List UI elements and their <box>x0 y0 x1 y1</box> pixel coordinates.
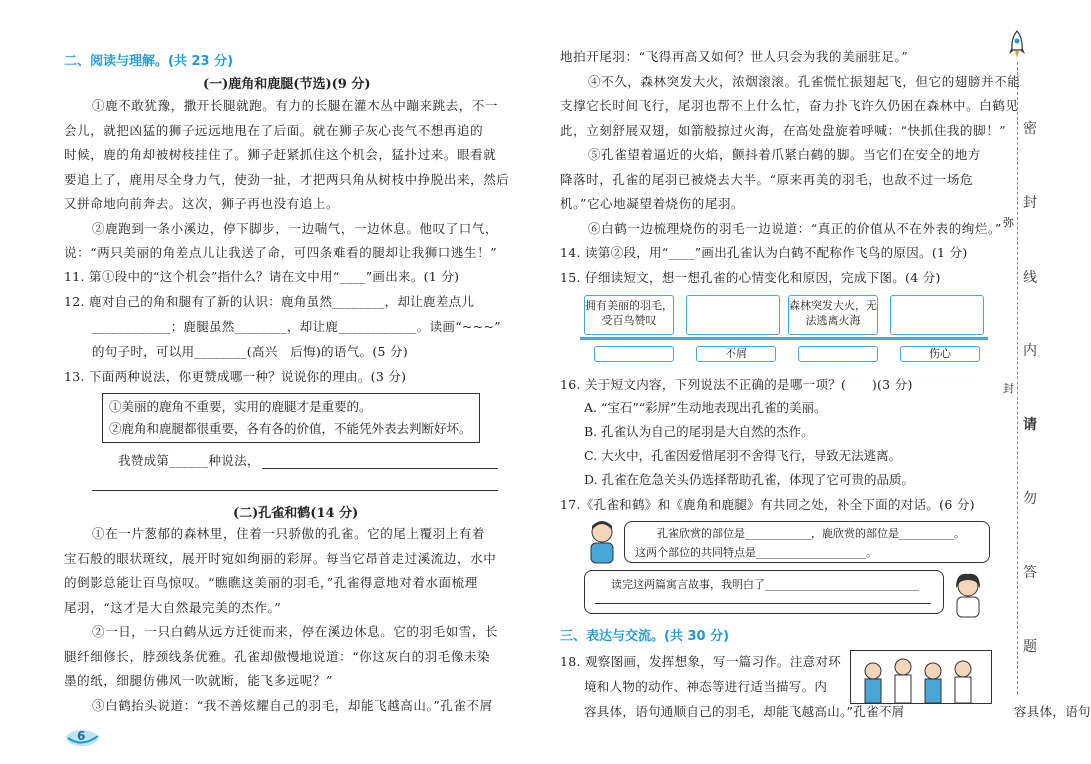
story1-line: ②鹿跑到一条小溪边，停下脚步，一边喘气，一边休息。他叹了口气， <box>92 220 499 236</box>
story2-text-right <box>560 45 1021 241</box>
story2-line: 支撑它长时间飞行，尾羽也帮不上什么忙，奋力扑飞许久仍困在森林中。白鹤见 <box>560 98 1019 113</box>
story2-title: (二)孔雀和鹤(14 分) <box>233 506 359 521</box>
story2-line: ③白鹤抬头说道：“我不善炫耀自己的羽毛，却能飞越高山。”孔雀不屑 <box>92 697 493 713</box>
margin-char: 请 <box>1023 417 1037 433</box>
flow-box-2[interactable] <box>686 295 780 335</box>
answer-line[interactable] <box>262 468 498 469</box>
question-16: 16. 关于短文内容，下列说法不正确的是哪一项？( )(3 分) <box>560 377 913 392</box>
cut-off-text: 容具体，语句 <box>1014 704 1091 719</box>
writing-prompt-picture <box>850 650 992 704</box>
flow-box-3: 森林突发大火，无法逃离火海 <box>788 295 878 335</box>
margin-small-char: 弥 <box>1003 216 1014 229</box>
story2-line: ②一日，一只白鹤从远方迁徙而来，停在溪边休息。它的羽毛如雪，长 <box>92 624 499 639</box>
story1-line: 时候，鹿的角却被树枝挂住了。狮子赶紧抓住这个机会，猛扑过来。眼看就 <box>64 147 497 162</box>
story2-line: ⑥白鹤一边梳理烧伤的羽毛一边说道：“真正的价值从不在外表的绚烂。” <box>588 220 1002 236</box>
page-number: 6 <box>77 729 86 743</box>
bubble1-line2: 这两个部位的共同特点是____________________。 <box>635 546 877 559</box>
story2-line: 的倒影总能让百鸟惊叹。“瞧瞧这美丽的羽毛，”孔雀得意地对着水面梳理 <box>64 575 478 590</box>
flow-arrow-3[interactable] <box>798 346 878 362</box>
story1-line: 会儿，就把凶猛的狮子远远地甩在了后面。就在狮子灰心丧气不想再追的 <box>64 122 484 138</box>
story1-line: ①鹿不敢犹豫，撒开长腿就跑。有力的长腿在灌木丛中蹦来跳去，不一 <box>92 98 499 113</box>
margin-char: 题 <box>1023 639 1037 655</box>
question-13-answer-prompt: 我赞成第______种说法， <box>118 453 260 468</box>
question-13-option-2: ②鹿角和鹿腿都很重要，各有各的价值，不能凭外表去判断好坏。 <box>109 421 472 436</box>
story2-line: 尾羽，“这才是大自然最完美的杰作。” <box>64 599 282 615</box>
section-title-reading: 二、阅读与理解。(共 23 分) <box>64 54 234 69</box>
flow-arrow-2: 不屑 <box>696 346 776 362</box>
question-13: 13. 下面两种说法，你更赞成哪一种？说说你的理由。(3 分) <box>64 369 407 384</box>
story2-line: 此，立刻舒展双翅，如箭般掠过火海，在高处盘旋着呼喊：“快抓住我的脚！” <box>560 122 1007 138</box>
flow-box-4[interactable] <box>890 295 984 335</box>
flow-arrow-1[interactable] <box>594 346 674 362</box>
margin-small-char: 封 <box>1003 382 1014 395</box>
flow-line <box>580 337 988 340</box>
answer-line[interactable] <box>595 603 931 604</box>
option-b[interactable]: B. 孔雀认为自己的尾羽是大自然的杰作。 <box>584 424 814 439</box>
story1-text <box>64 94 510 266</box>
story1-line: 说：“两只美丽的角差点儿让我送了命，可四条难看的腿却让我狮口逃生！” <box>64 245 498 260</box>
flow-box-1: 拥有美丽的羽毛，受百鸟赞叹 <box>584 295 674 335</box>
question-12-line1: 12. 鹿对自己的角和腿有了新的认识：鹿角虽然________，却让鹿差点儿 <box>64 294 475 309</box>
margin-char: 答 <box>1023 565 1037 581</box>
girl-illustration <box>948 572 988 618</box>
story2-line: 宝石般的眼状斑纹，展开时宛如绚丽的彩屏。每当它昂首走过溪流边，水中 <box>64 550 497 566</box>
margin-char: 封 <box>1023 195 1037 211</box>
question-12-line2: ____________；鹿腿虽然________，却让鹿____________。读画“~~~” <box>92 319 501 334</box>
story1-line: 又拼命地向前奔去。这次，狮子再也没有追上。 <box>64 196 340 211</box>
margin-char: 勿 <box>1023 491 1037 507</box>
question-14: 14. 读第②段，用“____”画出孔雀认为白鹤不配称作飞鸟的原因。(1 分) <box>560 245 968 260</box>
question-15: 15. 仔细读短文，想一想孔雀的心情变化和原因，完成下图。(4 分) <box>560 270 941 285</box>
question-11: 11. 第①段中的“这个机会”指什么？请在文中用“____”画出来。(1 分) <box>64 269 460 284</box>
story2-line: ④不久，森林突发大火，浓烟滚滚。孔雀慌忙振翅起飞，但它的翅膀并不能 <box>588 73 1021 89</box>
margin-char: 密 <box>1023 121 1037 137</box>
question-13-option-1: ①美丽的鹿角不重要，实用的鹿腿才是重要的。 <box>109 399 372 414</box>
story2-line: 地拍开尾羽：“飞得再高又如何？世人只会为我的美丽驻足。” <box>560 49 909 64</box>
question-18-line2: 境和人物的动作、神态等进行适当描写。内 <box>584 679 828 694</box>
question-12-line3: 的句子时，可以用________(高兴 后悔)的语气。(5 分) <box>92 344 409 359</box>
question-13-options-box <box>102 393 480 443</box>
margin-char: 内 <box>1023 343 1037 359</box>
story1-title: (一)鹿角和鹿腿(节选)(9 分) <box>203 77 371 92</box>
option-d[interactable]: D. 孔雀在危急关头仍选择帮助孔雀，体现了它可贵的品质。 <box>584 472 915 487</box>
margin-char: 线 <box>1023 270 1037 286</box>
bubble1-line1: 孔雀欣赏的部位是____________，鹿欣赏的部位是__________。 <box>657 527 965 540</box>
question-18-line1: 18. 观察图画，发挥想象，写一篇习作。注意对环 <box>560 654 842 669</box>
boy-illustration <box>582 518 622 564</box>
bubble2-line1: 读完这两篇寓言故事，我明白了____________________________ <box>611 578 919 591</box>
mood-flow-diagram <box>580 293 988 365</box>
story2-line: 墨的纸，细腿仿佛风一吹就断，能飞多远呢？” <box>64 673 333 688</box>
question-17: 17.《孔雀和鹤》和《鹿角和鹿腿》有共同之处，补全下面的对话。(6 分) <box>560 497 975 512</box>
story2-line: 机。”它心地凝望着烧伤的尾羽。 <box>560 196 745 211</box>
story1-line: 要追上了，鹿用尽全身力气，使劲一扯，才把两只角从树枝中挣脱出来，然后 <box>64 171 510 187</box>
option-c[interactable]: C. 大火中，孔雀因爱惜尾羽不舍得飞行，导致无法逃离。 <box>584 448 902 463</box>
rocket-icon <box>1008 30 1026 60</box>
page-number-badge <box>64 728 104 748</box>
option-a[interactable]: A. “宝石”“彩屏”生动地表现出孔雀的美丽。 <box>584 400 827 415</box>
story2-line: 腿纤细修长，脖颈线条优雅。孔雀却傲慢地说道：“你这灰白的羽毛像未染 <box>64 648 491 664</box>
speech-bubble-2 <box>584 570 944 614</box>
section-title-expression: 三、表达与交流。(共 30 分) <box>560 629 730 644</box>
answer-line[interactable] <box>92 490 498 491</box>
story2-line: 降落时，孔雀的尾羽已被烧去大半。“原来再美的羽毛，也敌不过一场危 <box>560 171 974 187</box>
story2-line: ①在一片葱郁的森林里，住着一只骄傲的孔雀。它的尾上覆羽上有着 <box>92 526 486 541</box>
story2-line: ⑤孔雀望着逼近的火焰，颤抖着爪紧白鹤的脚。当它们在安全的地方 <box>588 147 982 162</box>
question-18-line3: 容具体，语句通顺自己的羽毛，却能飞越高山。”孔雀不屑 <box>584 704 905 719</box>
speech-bubble-1 <box>624 521 990 563</box>
flow-arrow-4: 伤心 <box>900 346 980 362</box>
question-16-options <box>584 396 914 492</box>
story2-text-left <box>64 522 504 718</box>
seal-dashed-line <box>1017 62 1018 694</box>
